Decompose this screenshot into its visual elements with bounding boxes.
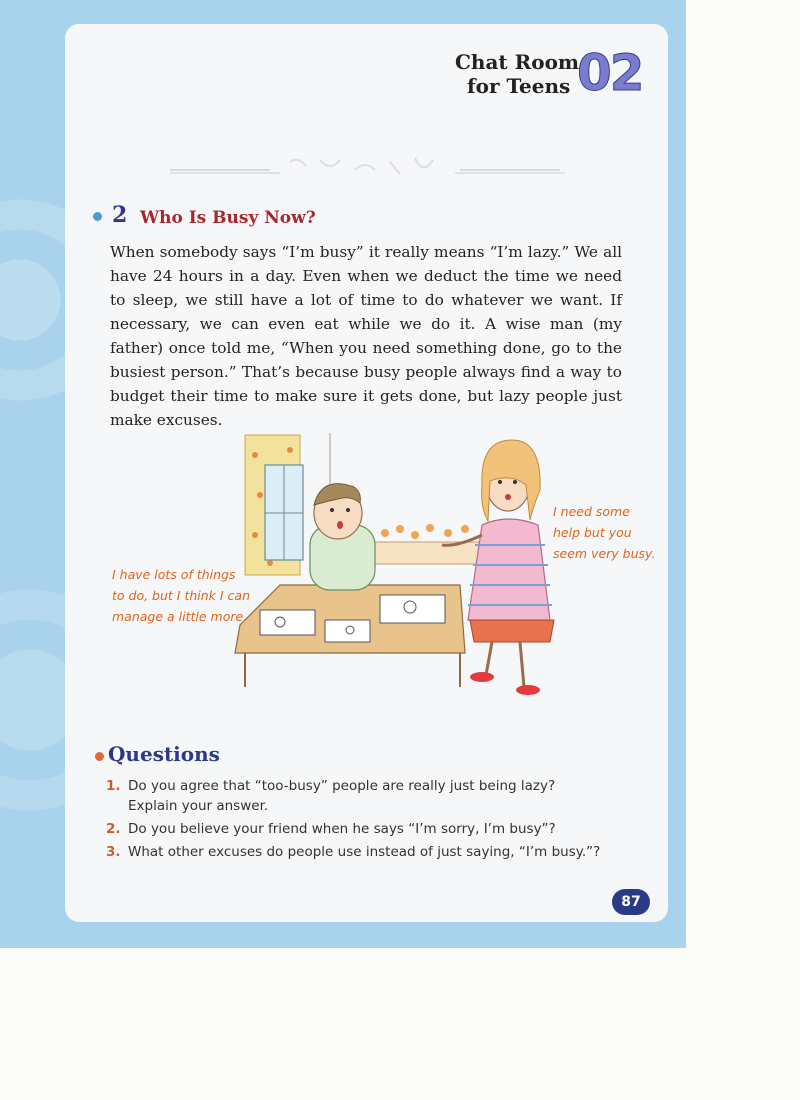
section-bullet: [93, 212, 102, 221]
questions-bullet: [95, 752, 104, 761]
girl-speech: [553, 501, 655, 564]
question-text: Do you believe your friend when he says “I’m sorry, I’m busy”?: [128, 821, 556, 837]
section-title: Who Is Busy Now?: [140, 208, 316, 228]
girl-speech-line-2: help but you: [553, 525, 632, 540]
logo-line-1: Chat Room: [455, 50, 580, 74]
question-item: [106, 819, 646, 839]
questions-list: [106, 776, 646, 865]
body-paragraph: When somebody says “I’m busy” it really means “I’m lazy.” We all have 24 hours in a day. Even when we deduct the time we need to sleep, we still have a lot of time to do whatever we want. If necessary, we can even eat while we do it. A wise man (my father) once told me, “When you need something done, go to the busiest person.” That’s because busy people always find a way to budget their time to make sure it gets done, but lazy people just make excuses.: [110, 243, 622, 429]
boy-speech-line-3: manage a little more.: [112, 609, 248, 624]
question-item: [106, 842, 646, 862]
illustration: [110, 425, 670, 710]
girl-speech-line-3: seem very busy.: [553, 546, 656, 561]
ghost-title: [395, 58, 403, 83]
unit-number: 02: [577, 44, 643, 102]
boy-speech-line-1: I have lots of things: [112, 567, 236, 582]
question-item: [106, 776, 646, 816]
chat-room-logo: [455, 44, 643, 108]
question-text: What other excuses do people use instead of just saying, “I’m busy.”?: [128, 844, 601, 860]
page-number-badge: 87: [612, 889, 650, 915]
question-number: 2.: [106, 821, 121, 837]
logo-line-2: for Teens: [467, 74, 571, 98]
section-number: 2: [112, 202, 128, 228]
question-text: Do you agree that “too-busy” people are really just being lazy?: [128, 778, 556, 794]
boy-speech-line-2: to do, but I think I can: [112, 588, 250, 603]
question-number: 1.: [106, 778, 121, 794]
questions-title: Questions: [108, 742, 220, 766]
ghost-decoration: [160, 150, 580, 190]
boy-speech: [112, 564, 250, 627]
question-subtext: Explain your answer.: [128, 798, 269, 814]
question-number: 3.: [106, 844, 121, 860]
girl-speech-line-1: I need some: [553, 504, 630, 519]
